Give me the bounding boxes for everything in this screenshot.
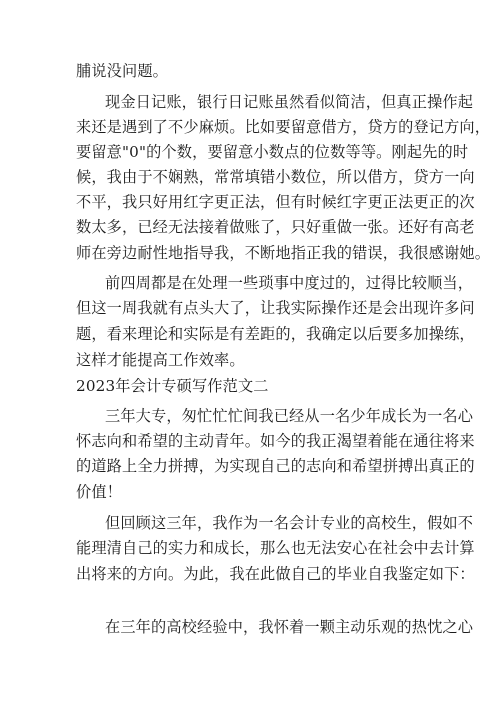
paragraph-line: 前四周都是在处理一些琐事中度过的，过得比较顺当， <box>105 274 474 292</box>
paragraph-line: 但回顾这三年，我作为一名会计专业的高校生，假如不 <box>105 514 474 532</box>
paragraph-line: 出将来的方向。为此，我在此做自己的毕业自我鉴定如下： <box>76 565 475 583</box>
paragraph-line: 三年大专，匆忙忙忙间我已经从一名少年成长为一名心 <box>105 407 474 425</box>
paragraph-line: 脯说没问题。 <box>76 62 169 80</box>
paragraph-line: 这样才能提高工作效率。 <box>76 351 245 369</box>
paragraph-line: 来还是遇到了不少麻烦。比如要留意借方，贷方的登记方向， <box>76 118 491 136</box>
paragraph-line: 但这一周我就有点头大了，让我实际操作还是会出现许多问 <box>76 299 475 317</box>
paragraph-line: 现金日记账，银行日记账虽然看似简洁，但真正操作起 <box>105 93 474 111</box>
section-heading: 2023年会计专硕写作范文二 <box>76 377 269 395</box>
paragraph-line: 候，我由于不娴熟，常常填错小数位，所以借方，贷方一向 <box>76 168 475 186</box>
paragraph-line: 的道路上全力拼搏，为实现自己的志向和希望拼搏出真正的 <box>76 457 475 475</box>
paragraph-line: 不平，我只好用红字更正法，但有时候红字更正法更正的次 <box>76 193 475 211</box>
paragraph-line: 在三年的高校经验中，我怀着一颗主动乐观的热忱之心 <box>105 618 474 636</box>
paragraph-line: 能理清自己的实力和成长，那么也无法安心在社会中去计算 <box>76 539 475 557</box>
paragraph-line: 要留意"0"的个数，要留意小数点的位数等等。刚起先的时 <box>76 143 469 161</box>
paragraph-line: 怀志向和希望的主动青年。如今的我正渴望着能在通往将来 <box>76 432 475 450</box>
paragraph-line: 数太多，已经无法接着做账了，只好重做一张。还好有高老 <box>76 218 475 236</box>
paragraph-line: 题，看来理论和实际是有差距的，我确定以后要多加操练， <box>76 325 475 343</box>
paragraph-line: 师在旁边耐性地指导我，不断地指正我的错误，我很感谢她。 <box>76 244 491 262</box>
paragraph-line: 价值！ <box>76 483 123 501</box>
